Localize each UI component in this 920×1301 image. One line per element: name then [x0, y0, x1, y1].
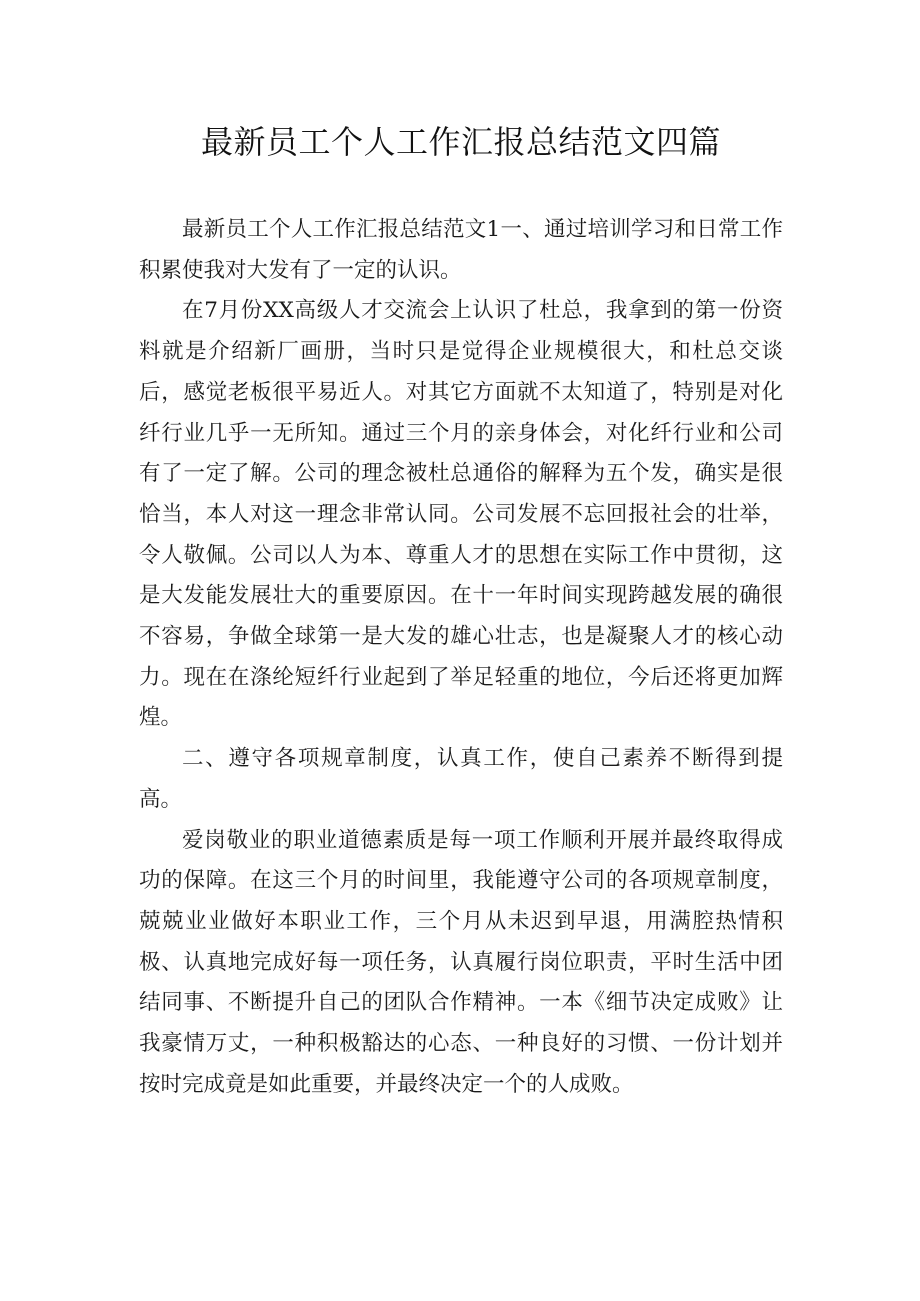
paragraph-3: 二、遵守各项规章制度，认真工作，使自己素养不断得到提高。	[139, 746, 783, 812]
paragraph-1: 最新员工个人工作汇报总结范文1一、通过培训学习和日常工作积累使我对大发有了一定的认识。	[139, 217, 783, 283]
paragraph-4: 爱岗敬业的职业道德素质是每一项工作顺利开展并最终取得成功的保障。在这三个月的时间里，我能遵守公司的各项规章制度，兢兢业业做好本职业工作，三个月从未迟到早退，用满腔热情积极、认真地完成好每一项任务，认真履行岗位职责，平时生活中团结同事、不断提升自己的团队合作精神。一本《细节决定成败》让我豪情万丈，一种积极豁达的心态、一种良好的习惯、一份计划并按时完成竟是如此重要，并最终决定一个的人成败。	[139, 827, 783, 1097]
document-title: 最新员工个人工作汇报总结范文四篇	[200, 123, 721, 161]
paragraph-2: 在7月份XX高级人才交流会上认识了杜总，我拿到的第一份资料就是介绍新厂画册，当时只是觉得企业规模很大，和杜总交谈后，感觉老板很平易近人。对其它方面就不太知道了，特别是对化纤行业几乎一无所知。通过三个月的亲身体会，对化纤行业和公司有了一定了解。公司的理念被杜总通俗的解释为五个发，确实是很恰当，本人对这一理念非常认同。公司发展不忘回报社会的壮举，令人敬佩。公司以人为本、尊重人才的思想在实际工作中贯彻，这是大发能发展壮大的重要原因。在十一年时间实现跨越发展的确很不容易，争做全球第一是大发的雄心壮志，也是凝聚人才的核心动力。现在在涤纶短纤行业起到了举足轻重的地位，今后还将更加辉煌。	[139, 298, 783, 731]
document-body	[139, 210, 783, 1105]
